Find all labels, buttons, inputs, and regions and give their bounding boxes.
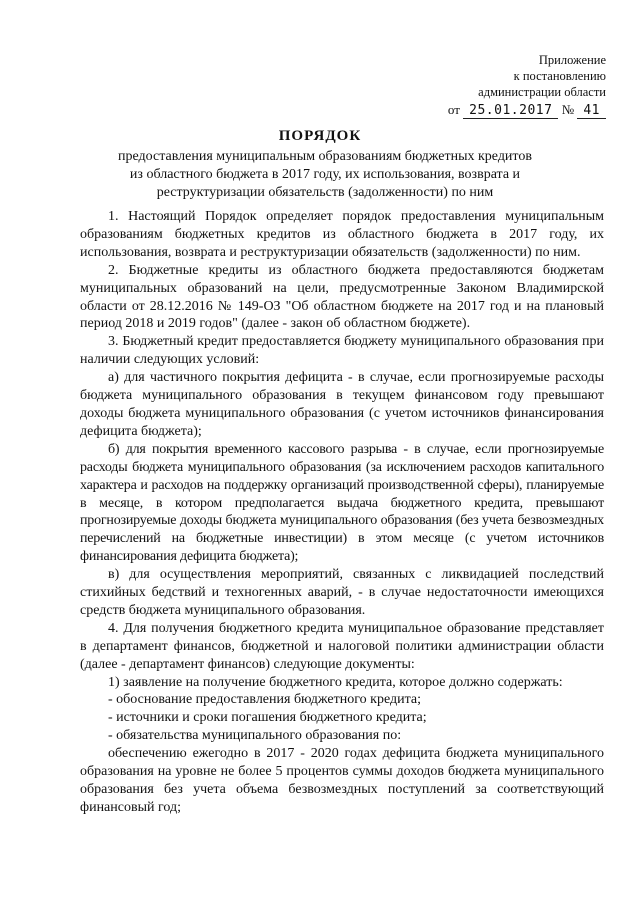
number-prefix: № [561, 102, 575, 117]
date-value: 25.01.2017 [463, 103, 558, 119]
date-prefix: от [447, 102, 460, 117]
paragraph-4: 4. Для получения бюджетного кредита муниципальное образование представляет в департамент финансов, бюджетной и налоговой политики администрации области (далее - департамент финансов) следующие документы: [80, 620, 604, 672]
appendix-header [448, 52, 606, 119]
paragraph-1: 1. Настоящий Порядок определяет порядок предоставления муниципальным образованиям бюджетных кредитов из областного бюджета в 2017 году, их использования, возврата и реструктуризации обязательств (задолженности) по ним. [80, 209, 604, 260]
list-item-justification: - обоснование предоставления бюджетного кредита; [108, 692, 421, 708]
list-item-sources: - источники и сроки погашения бюджетного кредита; [108, 710, 427, 726]
paragraph-deficit: обеспечению ежегодно в 2017 - 2020 годах дефицита бюджета муниципального образования на уровне не более 5 процентов суммы доходов бюджета муниципального образования без учета объема безвозмездных поступлений за соответствующий финансовый год; [80, 746, 604, 815]
appendix-line-3: администрации области [478, 85, 606, 99]
appendix-line-1: Приложение [538, 53, 606, 67]
paragraph-2: 2. Бюджетные кредиты из областного бюджета предоставляются бюджетам муниципальных образований на цели, предусмотренные Законом Владимирской области от 28.12.2016 № 149-ОЗ "Об областном бюджете на 2017 год и на плановый период 2018 и 2019 годов" (далее - закон об областном бюджете). [80, 262, 604, 332]
list-item-obligations: - обязательства муниципального образования по: [108, 728, 402, 744]
subtitle-line-1: предоставления муниципальным образованиям бюджетных кредитов [118, 149, 532, 164]
appendix-line-2: к постановлению [513, 69, 606, 83]
subtitle-line-2: из областного бюджета в 2017 году, их использования, возврата и [129, 167, 521, 182]
appendix-date-line [448, 102, 606, 119]
document-subtitle [90, 148, 560, 202]
paragraph-3b: б) для покрытия временного кассового разрыва - в случае, если прогнозируемые расходы бюджета муниципального образования (за исключением расходов капитального характера и расходов на поддержку организаций производственной сферы), планируемые в месяце, в котором предполагается выдача бюджетного кредита, превышают прогнозируемые доходы бюджета муниципального образования (без учета безвозмездных перечислений на бюджетные инвестиции) в этом месяце (с учетом источников финансирования дефицита бюджета); [80, 441, 604, 565]
paragraph-3: 3. Бюджетный кредит предоставляется бюджету муниципального образования при наличии следующих условий: [80, 334, 604, 368]
paragraph-3a: а) для частичного покрытия дефицита - в случае, если прогнозируемые расходы бюджета муниципального образования в текущем финансовом году превышают доходы бюджета муниципального образования (с учетом источников финансирования дефицита бюджета); [80, 370, 604, 439]
paragraph-4-1: 1) заявление на получение бюджетного кредита, которое должно содержать: [108, 674, 563, 690]
document-body [80, 208, 604, 817]
document-title: ПОРЯДОК [278, 128, 362, 144]
subtitle-line-3: реструктуризации обязательств (задолженности) по ним [156, 185, 494, 200]
paragraph-3c: в) для осуществления мероприятий, связанных с ликвидацией последствий стихийных бедствий и техногенных аварий, - в случае недостаточности имеющихся средств бюджета муниципального образования. [80, 567, 604, 618]
number-value: 41 [577, 103, 606, 119]
